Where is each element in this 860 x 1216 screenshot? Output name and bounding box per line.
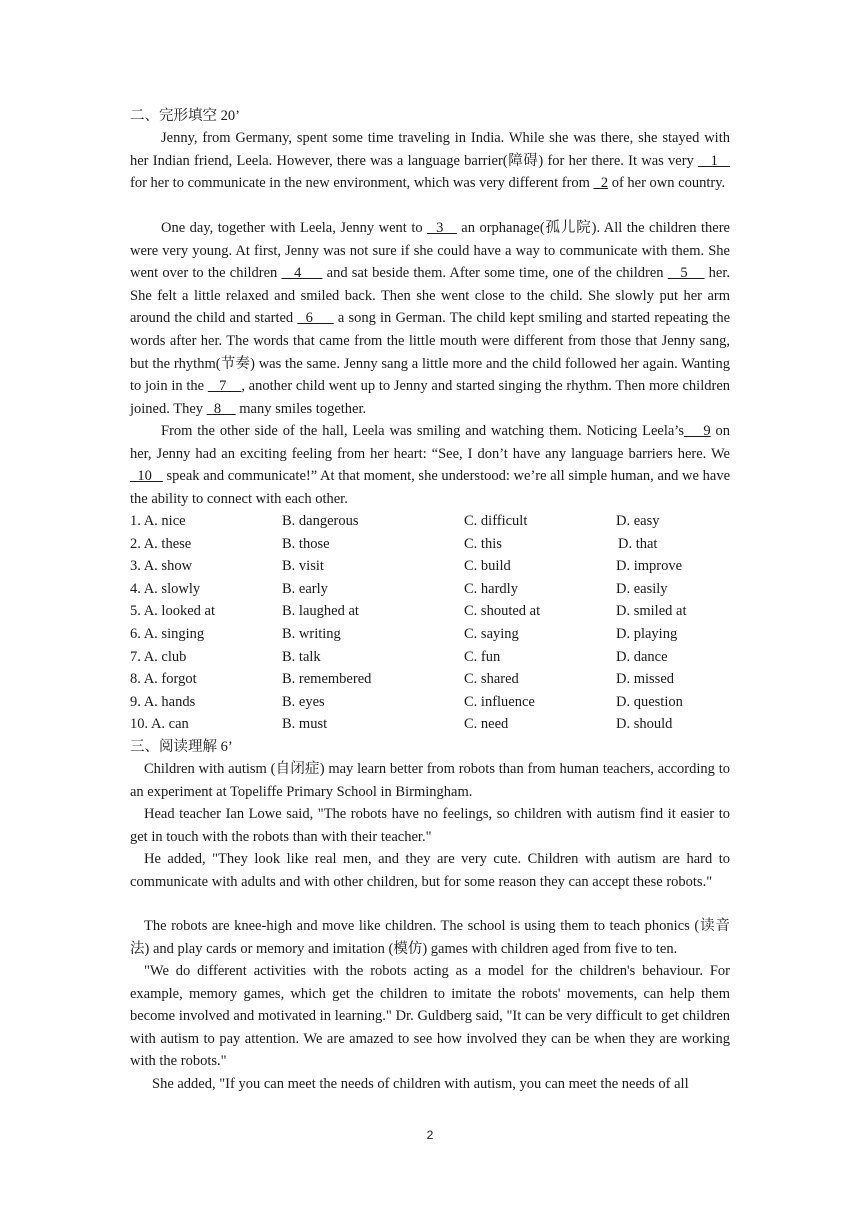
page-number: 2 [426,1128,434,1142]
option-d: D. missed [616,671,674,688]
blank-8: 8 [206,400,236,417]
text-run: One day, together with Leela, Jenny went to [161,220,428,236]
option-row-4 [130,578,730,601]
option-row-2 [130,533,730,556]
option-c: C. shared [464,671,519,688]
blank-2: 2 [593,175,609,192]
option-a: 1. A. nice [130,513,186,529]
blank-1: 1 [698,152,730,169]
text-run: From the other side of the hall, Leela was smiling and watching them. Noticing Leela’s [161,423,684,439]
option-c: C. fun [464,648,501,665]
blank-9: 9 [683,423,711,439]
text-run: her. She felt a little relaxed and smiled back. Then she went close to the child. She slowly put her arm around the child and started [130,265,731,327]
option-c: C. influence [464,693,535,710]
reading-paragraph-4: The robots are knee-high and move like children. The school is using them to teach phonics (读音法) and play cards or memory and imitation (模仿) games with children aged from five to ten. [130,918,730,957]
option-b: B. dangerous [282,513,359,529]
option-d: D. easily [616,580,668,597]
option-a: 3. A. show [130,558,193,575]
cloze-paragraph-3 [130,420,730,510]
option-b: B. eyes [282,693,325,710]
option-row-6 [130,623,730,646]
option-d: D. playing [616,625,678,642]
option-b: B. visit [282,558,324,575]
blank-7: 7 [207,378,242,395]
option-d: D. question [616,693,683,710]
text-run: of her own country. [608,175,726,192]
option-d: D. that [618,535,658,552]
cloze-paragraph-2 [130,217,730,420]
text-run: Jenny, from Germany, spent some time traveling in India. While she was there, she stayed with her Indian friend, Leela. However, there was a language barrier(障碍) for her there. It was very [130,130,730,169]
option-a: 9. A. hands [130,693,196,710]
option-row-7 [130,646,730,669]
option-row-1 [130,510,730,533]
option-d: D. smiled at [616,603,687,620]
option-c: C. need [464,716,509,733]
option-c: C. saying [464,625,519,642]
reading-paragraph-1: Children with autism (自闭症) may learn better from robots than from human teachers, according to an experiment at Topeliffe Primary School in Birmingham. [130,761,730,800]
cloze-paragraph-1 [130,127,730,195]
option-b: B. early [282,580,328,597]
text-run: a song in German. The child kept smiling and started repeating the words after her. The words that came from the little mouth were different from those that Jenny sang, but the rhythm(节奏) was the same. Jenny sang a little more and the child followed her again. Wanting to join in the [130,310,731,395]
blank-5: 5 [667,265,705,282]
option-row-8 [130,668,730,691]
option-c: C. difficult [464,513,528,529]
option-c: C. hardly [464,580,518,597]
blank-6: 6 [297,310,334,327]
option-b: B. talk [282,648,321,665]
cloze-options [130,510,730,736]
option-b: B. laughed at [282,603,359,620]
option-d: D. easy [616,513,660,529]
reading-paragraph-5: "We do different activities with the robots acting as a model for the children's behaviour. For example, memory games, which get the children to imitate the robots' movements, can help them become involved and motivated in learning." Dr. Guldberg said, "It can be very difficult to get children with autism to pay attention. We are amazed to see how involved they can be when they are working with the robots." [130,963,730,1070]
text-run: on her, Jenny had an exciting feeling from her heart: “See, I don’t have any language barriers here. We [130,423,731,462]
blank-3: 3 [427,220,457,236]
option-a: 4. A. slowly [130,580,201,597]
option-b: B. writing [282,625,341,642]
option-row-3 [130,555,730,578]
blank-10: 10 [130,468,163,485]
option-d: D. improve [616,558,683,575]
section-heading-reading: 三、阅读理解 6’ [130,739,233,755]
text-run: an orphanage(孤儿院). All the children there were very young. At first, Jenny was not sure if she could have a way to communicate with them. She went over to the children [130,220,730,282]
section-heading-cloze: 二、完形填空 20’ [130,108,240,124]
text-run: and sat beside them. After some time, one of the children [322,265,668,282]
option-d: D. dance [616,648,668,665]
option-c: C. build [464,558,511,575]
option-a: 6. A. singing [130,625,205,642]
option-row-9 [130,691,730,714]
option-row-5 [130,600,730,623]
reading-paragraph-6: She added, "If you can meet the needs of children with autism, you can meet the needs of all [152,1076,689,1092]
option-b: B. those [282,535,330,552]
option-a: 7. A. club [130,648,187,665]
text-run: speak and communicate!” At that moment, she understood: we’re all simple human, and we have the ability to connect with each other. [130,468,731,507]
text-run: , another child went up to Jenny and started singing the rhythm. Then more children joined. They [130,378,731,417]
option-b: B. remembered [282,671,372,688]
reading-paragraph-2: Head teacher Ian Lowe said, "The robots have no feelings, so children with autism find it easier to get in touch with the robots than with their teacher." [130,806,730,845]
option-b: B. must [282,716,328,733]
option-d: D. should [616,716,673,733]
option-a: 8. A. forgot [130,671,197,688]
option-c: C. shouted at [464,603,541,620]
blank-4: 4 [281,265,323,282]
option-row-10 [130,713,730,736]
option-c: C. this [464,535,502,552]
text-run: many smiles together. [235,400,367,417]
text-run: for her to communicate in the new environment, which was very different from [130,175,594,192]
reading-paragraph-3: He added, "They look like real men, and they are very cute. Children with autism are hard to communicate with adults and with other children, but for some reason they can accept these robots." [130,851,730,890]
option-a: 10. A. can [130,716,189,733]
option-a: 5. A. looked at [130,603,215,620]
option-a: 2. A. these [130,535,192,552]
